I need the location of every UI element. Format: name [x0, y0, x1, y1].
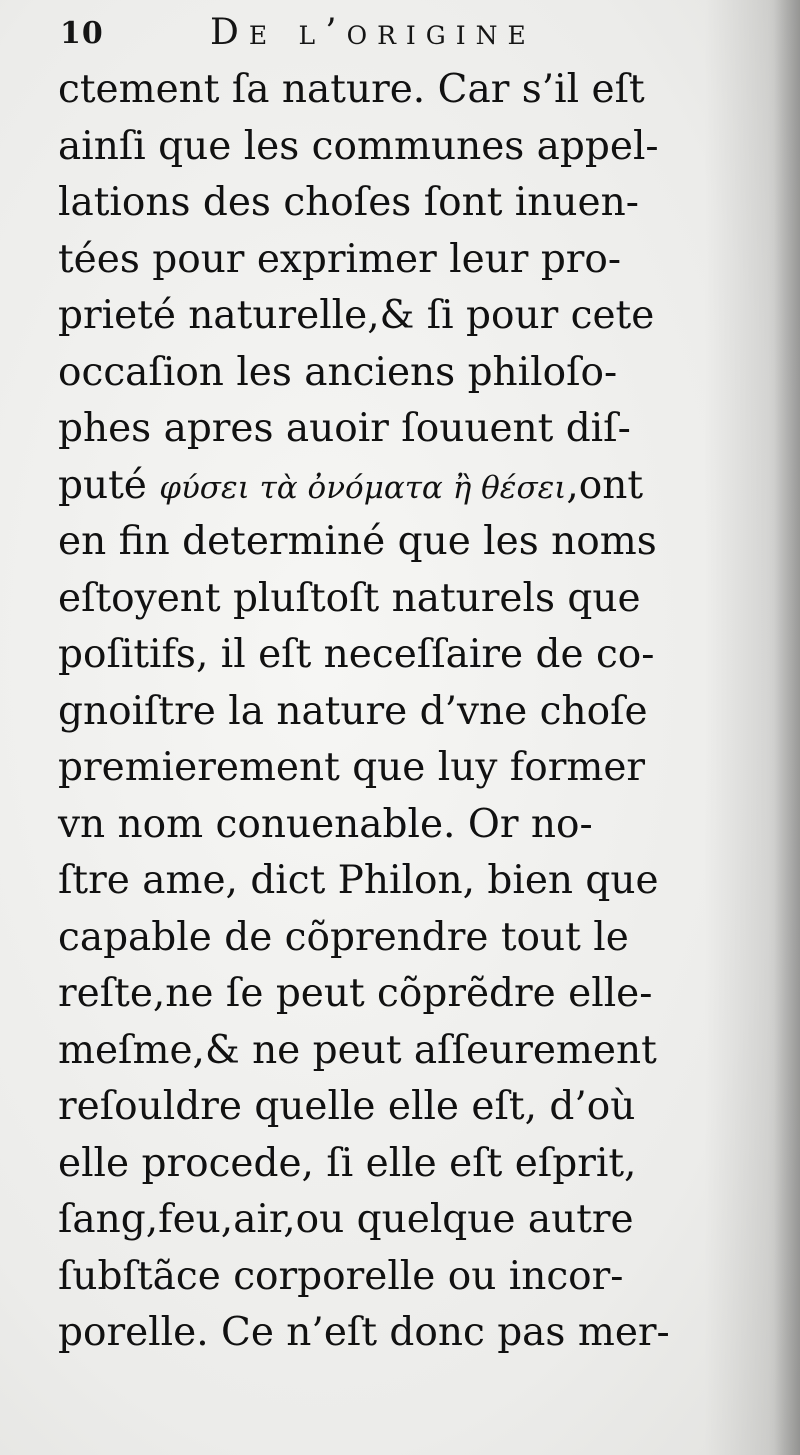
- line-tail: ,ont: [566, 462, 644, 508]
- text-line: eſtoyent pluſtoſt naturels que: [58, 575, 641, 621]
- text-line: poſitifs, il eſt neceſſaire de co-: [58, 632, 655, 677]
- text-line: gnoiſtre la nature d’vne choſe: [58, 688, 648, 734]
- page-number: 10: [60, 16, 104, 51]
- running-title: De l’origine: [210, 12, 536, 53]
- text-line: phes apres auoir ſouuent diſ-: [58, 406, 631, 451]
- text-line: reſouldre quelle elle eſt, d’où: [58, 1084, 636, 1129]
- text-line-with-greek: [58, 458, 738, 515]
- text-line: reſte,ne ſe peut cõprẽdre elle-: [58, 971, 653, 1016]
- text-line: ctement ſa nature. Car s’il eſt: [58, 67, 645, 112]
- text-line: elle procede, ſi elle eſt eſprit,: [58, 1140, 637, 1186]
- body-text: [58, 62, 738, 1362]
- text-line: ſang,feu,air,ou quelque autre: [58, 1197, 634, 1242]
- text-line: tées pour exprimer leur pro-: [58, 236, 622, 282]
- text-line: premierement que luy former: [58, 745, 646, 790]
- text-line: porelle. Ce n’eſt donc pas mer-: [58, 1310, 670, 1355]
- text-line: en fin determiné que les noms: [58, 519, 657, 564]
- text-line: occaſion les anciens philoſo-: [58, 349, 618, 395]
- text-line: meſme,& ne peut aſſeurement: [58, 1027, 657, 1073]
- line-lead: puté: [58, 462, 160, 508]
- text-line: vn nom conuenable. Or no-: [58, 801, 593, 847]
- text-line: capable de cõprendre tout le: [58, 914, 629, 960]
- greek-phrase: φύσει τὰ ὀνόματα ἢ θέσει: [159, 469, 567, 506]
- text-line: ainſi que les communes appel-: [58, 123, 659, 169]
- text-line: lations des choſes ſont inuen-: [58, 180, 639, 225]
- page-gutter-shadow: [774, 0, 800, 1455]
- text-line: prieté naturelle,& ſi pour cete: [58, 293, 655, 338]
- running-head: [60, 12, 680, 52]
- text-line: ſubſtãce corporelle ou incor-: [58, 1253, 624, 1299]
- text-line: ſtre ame, dict Philon, bien que: [58, 858, 659, 903]
